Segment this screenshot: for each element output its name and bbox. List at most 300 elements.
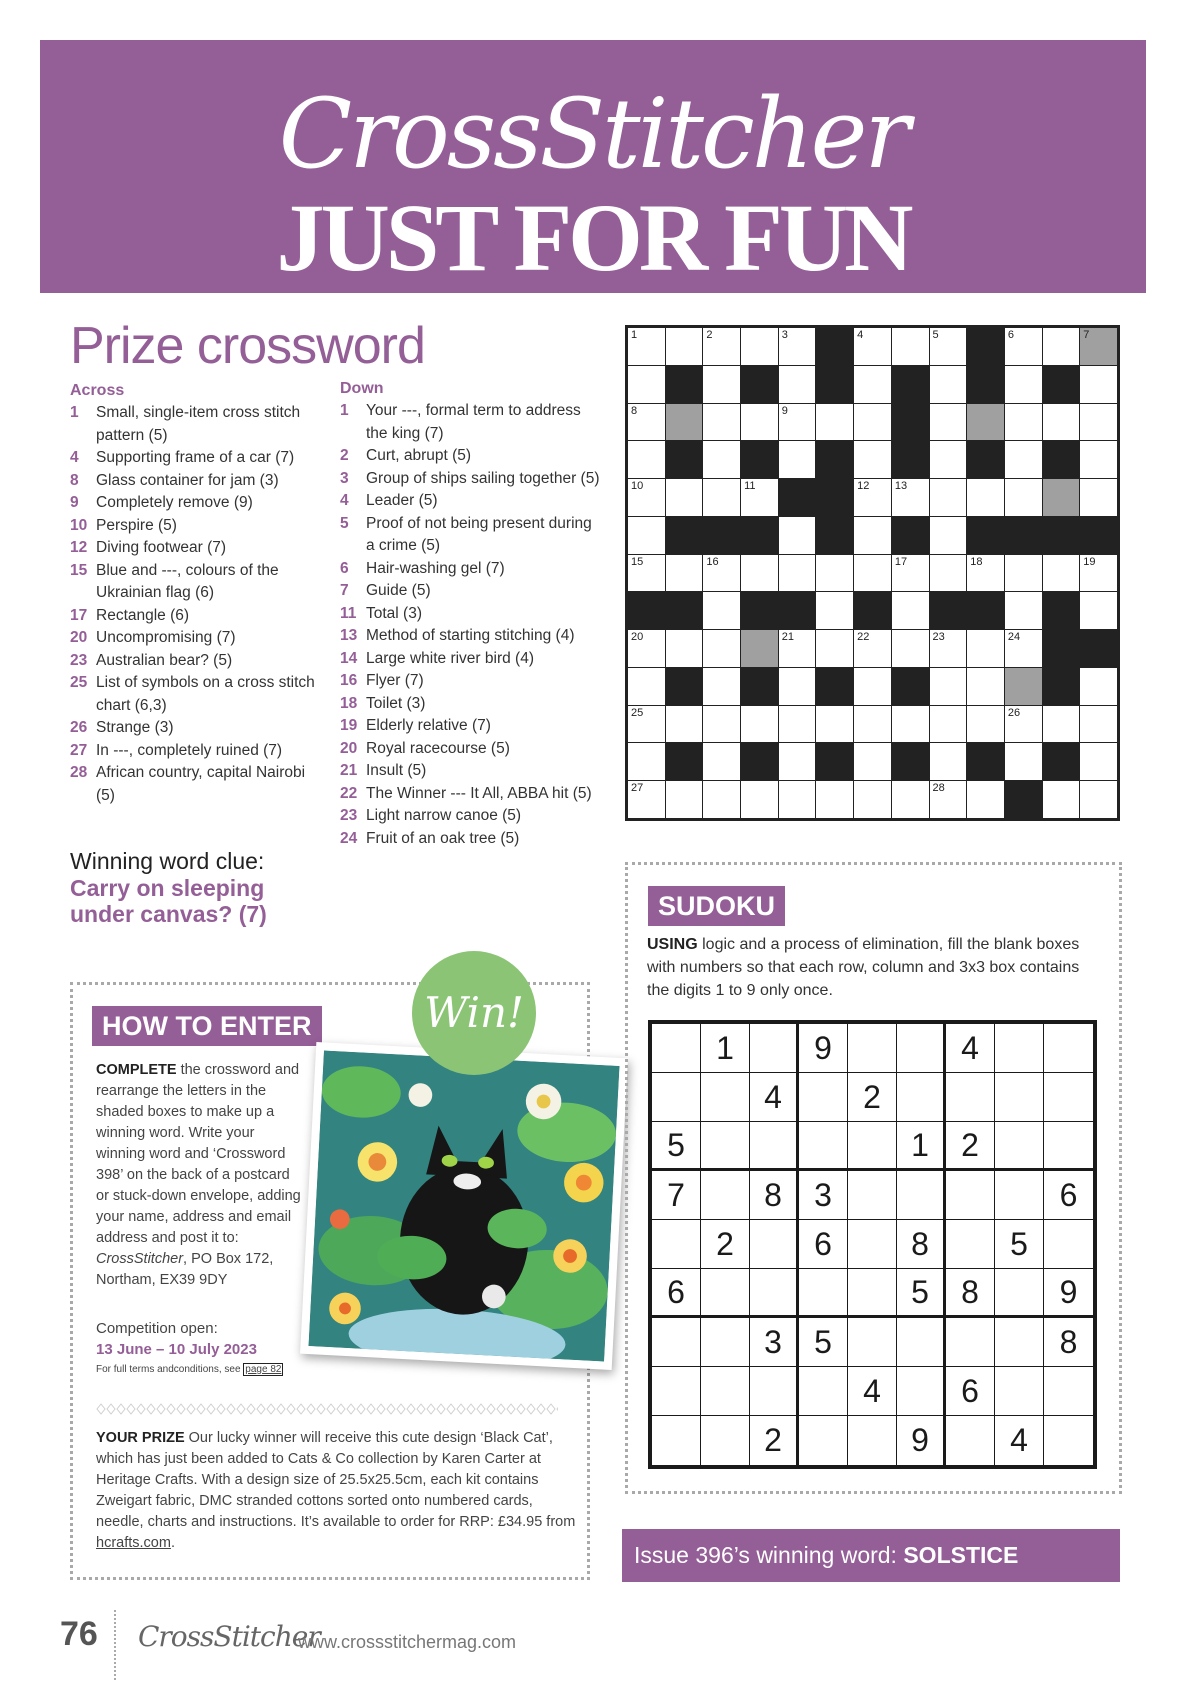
crossword-cell[interactable] bbox=[628, 555, 665, 592]
crossword-cell[interactable] bbox=[666, 706, 703, 743]
down-clue bbox=[340, 805, 600, 828]
crossword-cell[interactable] bbox=[779, 555, 816, 592]
sudoku-blank-cell[interactable] bbox=[701, 1416, 750, 1465]
sudoku-given-cell: 8 bbox=[750, 1171, 799, 1220]
crossword-cell[interactable] bbox=[967, 630, 1004, 667]
down-clue bbox=[340, 738, 600, 761]
sudoku-given-cell: 1 bbox=[701, 1024, 750, 1073]
crossword-cell[interactable] bbox=[930, 366, 967, 403]
crossword-shaded-cell[interactable] bbox=[967, 404, 1004, 441]
down-clues bbox=[340, 380, 600, 850]
crossword-cell[interactable] bbox=[1005, 592, 1042, 629]
crossword-cell[interactable] bbox=[703, 781, 740, 818]
crossword-cell[interactable] bbox=[703, 328, 740, 365]
crossword-cell[interactable] bbox=[741, 555, 778, 592]
footer-brand: CrossStitcher bbox=[138, 1620, 320, 1653]
sudoku-blank-cell[interactable] bbox=[750, 1367, 799, 1416]
sudoku-blank-cell[interactable] bbox=[946, 1220, 995, 1269]
clue-number: 17 bbox=[70, 606, 88, 624]
down-clue bbox=[340, 648, 600, 671]
crossword-cell[interactable] bbox=[666, 630, 703, 667]
crossword-cell[interactable] bbox=[892, 781, 929, 818]
clue-number: 15 bbox=[70, 561, 88, 579]
crossword-cell[interactable] bbox=[816, 592, 853, 629]
crossword-cell-number: 5 bbox=[932, 329, 939, 341]
sudoku-given-cell: 9 bbox=[799, 1024, 848, 1073]
crossword-cell[interactable] bbox=[628, 441, 665, 478]
crossword-cell-number: 17 bbox=[894, 555, 908, 568]
terms-text: For full terms andconditions, see bbox=[96, 1364, 244, 1375]
sudoku-blank-cell[interactable] bbox=[1044, 1024, 1093, 1073]
crossword-cell[interactable] bbox=[628, 630, 665, 667]
sudoku-intro-body: logic and a process of elimination, fill the blank boxes with numbers so that each row, column and 3x3 box contains the digits 1 to 9 only once. bbox=[647, 936, 1080, 999]
sudoku-blank-cell[interactable] bbox=[652, 1220, 701, 1269]
crossword-cell[interactable] bbox=[854, 706, 891, 743]
crossword-cell[interactable] bbox=[1005, 555, 1042, 592]
crossword-cell[interactable] bbox=[703, 479, 740, 516]
down-list bbox=[340, 400, 600, 850]
crossword-cell[interactable] bbox=[816, 630, 853, 667]
clue-text: Royal racecourse (5) bbox=[366, 739, 510, 757]
headline: JUST FOR FUN bbox=[276, 184, 910, 291]
crossword-block bbox=[892, 743, 929, 780]
crossword-block bbox=[666, 592, 703, 629]
sudoku-blank-cell[interactable] bbox=[995, 1024, 1044, 1073]
crossword-cell[interactable] bbox=[854, 366, 891, 403]
crossword-block bbox=[741, 517, 778, 554]
crossword-cell[interactable] bbox=[1005, 441, 1042, 478]
crossword-block bbox=[666, 441, 703, 478]
sudoku-given-cell: 6 bbox=[652, 1269, 701, 1318]
clue-text: Method of starting stitching (4) bbox=[366, 627, 575, 644]
across-clue bbox=[70, 515, 325, 538]
crossword-cell[interactable] bbox=[892, 555, 929, 592]
crossword-block bbox=[1043, 517, 1080, 554]
crossword-shaded-cell[interactable] bbox=[666, 404, 703, 441]
crossword-block bbox=[741, 366, 778, 403]
winning-word-clue: Carry on sleeping under canvas? (7) bbox=[70, 875, 267, 927]
crossword-cell[interactable] bbox=[741, 706, 778, 743]
crossword-cell[interactable] bbox=[854, 781, 891, 818]
sudoku-blank-cell[interactable] bbox=[946, 1073, 995, 1122]
crossword-block bbox=[816, 366, 853, 403]
crossword-cell[interactable] bbox=[816, 555, 853, 592]
crossword-cell[interactable] bbox=[967, 555, 1004, 592]
sudoku-blank-cell[interactable] bbox=[946, 1171, 995, 1220]
prize-body: Our lucky winner will receive this cute design ‘Black Cat’, which has just been added to Cats & Co collection by Karen Carter at Heritage Crafts. With a design size of 25.5x25.5cm, each kit contains Zweigart fabric, DMC stranded cottons sorted onto numbered cards, needle, charts and instructions. It’s available to order for RRP: £34.95 from bbox=[96, 1430, 576, 1530]
crossword-cell[interactable] bbox=[703, 592, 740, 629]
crossword-cell[interactable] bbox=[703, 404, 740, 441]
crossword-cell[interactable] bbox=[741, 404, 778, 441]
sudoku-blank-cell[interactable] bbox=[750, 1220, 799, 1269]
sudoku-blank-cell[interactable] bbox=[995, 1367, 1044, 1416]
crossword-cell[interactable] bbox=[779, 706, 816, 743]
crossword-cell[interactable] bbox=[628, 479, 665, 516]
crossword-cell[interactable] bbox=[930, 517, 967, 554]
crossword-cell[interactable] bbox=[1005, 630, 1042, 667]
crossword-cell[interactable] bbox=[1080, 706, 1117, 743]
crossword-cell[interactable] bbox=[1005, 743, 1042, 780]
crossword-cell-number: 3 bbox=[781, 329, 788, 341]
clue-number: 24 bbox=[340, 829, 358, 847]
sudoku-blank-cell[interactable] bbox=[750, 1122, 799, 1171]
crossword-block bbox=[1043, 668, 1080, 705]
sudoku-blank-cell[interactable] bbox=[701, 1367, 750, 1416]
sudoku-blank-cell[interactable] bbox=[701, 1073, 750, 1122]
crossword-cell[interactable] bbox=[741, 781, 778, 818]
terms-link[interactable]: page 82 bbox=[245, 1364, 282, 1375]
crossword-cell[interactable] bbox=[628, 517, 665, 554]
clue-number: 23 bbox=[340, 807, 358, 824]
down-clue bbox=[340, 400, 600, 445]
crossword-cell[interactable] bbox=[628, 404, 665, 441]
sudoku-blank-cell[interactable] bbox=[897, 1367, 946, 1416]
crossword-cell[interactable] bbox=[854, 441, 891, 478]
crossword-cell[interactable] bbox=[930, 555, 967, 592]
across-clue bbox=[70, 470, 325, 493]
sudoku-blank-cell[interactable] bbox=[799, 1416, 848, 1465]
crossword-cell[interactable] bbox=[779, 441, 816, 478]
clue-text: Uncompromising (7) bbox=[96, 629, 236, 646]
crossword-cell[interactable] bbox=[1043, 706, 1080, 743]
crossword-cell-number: 4 bbox=[857, 329, 864, 341]
crossword-cell[interactable] bbox=[779, 630, 816, 667]
crossword-cell[interactable] bbox=[1080, 404, 1117, 441]
crossword-block bbox=[666, 517, 703, 554]
sudoku-blank-cell[interactable] bbox=[1044, 1416, 1093, 1465]
crossword-cell[interactable] bbox=[892, 592, 929, 629]
sudoku-given-cell: 6 bbox=[1044, 1171, 1093, 1220]
clue-number: 20 bbox=[340, 739, 358, 757]
across-clue bbox=[70, 447, 325, 470]
sudoku-blank-cell[interactable] bbox=[897, 1073, 946, 1122]
sudoku-given-cell: 3 bbox=[750, 1318, 799, 1367]
sudoku-blank-cell[interactable] bbox=[1044, 1220, 1093, 1269]
crossword-cell-number: 24 bbox=[1007, 631, 1021, 644]
clue-text: Leader (5) bbox=[366, 492, 438, 509]
crossword-cell[interactable] bbox=[1005, 366, 1042, 403]
crossword-cell-number: 27 bbox=[631, 782, 644, 795]
crossword-cell[interactable] bbox=[854, 328, 891, 365]
sudoku-blank-cell[interactable] bbox=[652, 1318, 701, 1367]
crossword-cell[interactable] bbox=[741, 328, 778, 365]
sudoku-blank-cell[interactable] bbox=[995, 1269, 1044, 1318]
crossword-cell[interactable] bbox=[930, 630, 967, 667]
crossword-cell[interactable] bbox=[816, 706, 853, 743]
crossword-cell[interactable] bbox=[930, 441, 967, 478]
down-clue bbox=[340, 670, 600, 693]
sudoku-blank-cell[interactable] bbox=[995, 1073, 1044, 1122]
sudoku-blank-cell[interactable] bbox=[652, 1416, 701, 1465]
crossword-cell[interactable] bbox=[1005, 479, 1042, 516]
crossword-cell[interactable] bbox=[1080, 781, 1117, 818]
sudoku-blank-cell[interactable] bbox=[995, 1171, 1044, 1220]
crossword-cell-number: 1 bbox=[631, 329, 638, 341]
crossword-cell[interactable] bbox=[892, 479, 929, 516]
footer-url[interactable]: www.crossstitchermag.com bbox=[298, 1632, 517, 1652]
down-clue bbox=[340, 490, 600, 513]
crossword-block bbox=[816, 328, 853, 365]
issue-label: Issue 396’s winning word: bbox=[634, 1542, 904, 1568]
header-banner bbox=[40, 40, 1146, 293]
sudoku-blank-cell[interactable] bbox=[701, 1122, 750, 1171]
crossword-cell[interactable] bbox=[703, 630, 740, 667]
crossword-cell[interactable] bbox=[892, 630, 929, 667]
across-clue bbox=[70, 492, 325, 515]
sudoku-blank-cell[interactable] bbox=[897, 1318, 946, 1367]
crossword-cell[interactable] bbox=[666, 781, 703, 818]
crossword-block bbox=[892, 366, 929, 403]
crossword-cell[interactable] bbox=[892, 328, 929, 365]
clue-text: Diving footwear (7) bbox=[96, 539, 227, 556]
crossword-cell[interactable] bbox=[930, 743, 967, 780]
clue-number: 10 bbox=[70, 516, 88, 534]
crossword-cell[interactable] bbox=[854, 668, 891, 705]
crossword-cell[interactable] bbox=[628, 706, 665, 743]
clue-text: Guide (5) bbox=[366, 582, 431, 599]
crossword-cell[interactable] bbox=[1005, 404, 1042, 441]
clue-number: 2 bbox=[340, 447, 349, 464]
prize-end: . bbox=[170, 1535, 175, 1551]
crossword-cell[interactable] bbox=[967, 479, 1004, 516]
across-clue bbox=[70, 627, 325, 650]
crossword-cell[interactable] bbox=[1080, 555, 1117, 592]
crossword-shaded-cell[interactable] bbox=[1043, 479, 1080, 516]
crossword-cell-number: 6 bbox=[1007, 329, 1015, 341]
down-clue bbox=[340, 603, 600, 626]
crossword-cell-number: 2 bbox=[706, 329, 713, 341]
sudoku-blank-cell[interactable] bbox=[701, 1318, 750, 1367]
enter-body: the crossword and rearrange the letters in the shaded boxes to make up a winning word. Write your winning word and ‘Crossword 398’ on the back of a postcard or stuck-down envelope, adding your name, address and email address and post it to: bbox=[96, 1062, 301, 1246]
sudoku-blank-cell[interactable] bbox=[652, 1024, 701, 1073]
sudoku-blank-cell[interactable] bbox=[897, 1171, 946, 1220]
crossword-cell[interactable] bbox=[703, 555, 740, 592]
crossword-cell[interactable] bbox=[854, 630, 891, 667]
sudoku-given-cell: 6 bbox=[946, 1367, 995, 1416]
crossword-block bbox=[741, 743, 778, 780]
sudoku-blank-cell[interactable] bbox=[799, 1269, 848, 1318]
sudoku-blank-cell[interactable] bbox=[750, 1269, 799, 1318]
crossword-cell[interactable] bbox=[1080, 366, 1117, 403]
sudoku-tag: SUDOKU bbox=[648, 886, 785, 926]
crossword-cell[interactable] bbox=[741, 479, 778, 516]
crossword-cell[interactable] bbox=[930, 479, 967, 516]
sudoku-blank-cell[interactable] bbox=[946, 1318, 995, 1367]
sudoku-given-cell: 1 bbox=[897, 1122, 946, 1171]
crossword-cell[interactable] bbox=[967, 706, 1004, 743]
crossword-cell[interactable] bbox=[1005, 706, 1042, 743]
sudoku-blank-cell[interactable] bbox=[652, 1367, 701, 1416]
crossword-cell[interactable] bbox=[892, 706, 929, 743]
crossword-cell[interactable] bbox=[703, 441, 740, 478]
crossword-shaded-cell[interactable] bbox=[1080, 328, 1117, 365]
crossword-block bbox=[666, 743, 703, 780]
crossword-cell[interactable] bbox=[628, 366, 665, 403]
crossword-cell-number: 22 bbox=[857, 631, 870, 644]
clue-number: 11 bbox=[340, 604, 357, 622]
hcrafts-link[interactable]: hcrafts.com bbox=[96, 1535, 171, 1551]
crossword-cell[interactable] bbox=[1043, 555, 1080, 592]
sudoku-given-cell: 5 bbox=[652, 1122, 701, 1171]
sudoku-blank-cell[interactable] bbox=[848, 1416, 897, 1465]
crossword-cell[interactable] bbox=[666, 555, 703, 592]
crossword-cell[interactable] bbox=[1080, 479, 1117, 516]
crossword-block bbox=[930, 592, 967, 629]
winning-word-label: Winning word clue: bbox=[70, 848, 265, 874]
crossword-cell[interactable] bbox=[930, 328, 967, 365]
sudoku-given-cell: 9 bbox=[897, 1416, 946, 1465]
crossword-shaded-cell[interactable] bbox=[741, 630, 778, 667]
crossword-cell[interactable] bbox=[779, 517, 816, 554]
crossword-block bbox=[967, 328, 1004, 365]
crossword-cell[interactable] bbox=[854, 517, 891, 554]
crossword-block bbox=[741, 668, 778, 705]
crossword-cell[interactable] bbox=[816, 781, 853, 818]
down-clue bbox=[340, 783, 600, 806]
crossword-cell[interactable] bbox=[628, 743, 665, 780]
crossword-cell[interactable] bbox=[930, 404, 967, 441]
previous-winning-word-bar bbox=[622, 1529, 1120, 1582]
sudoku-blank-cell[interactable] bbox=[1044, 1122, 1093, 1171]
crossword-cell[interactable] bbox=[703, 366, 740, 403]
crossword-cell[interactable] bbox=[1080, 592, 1117, 629]
crossword-cell[interactable] bbox=[779, 366, 816, 403]
crossword-cell[interactable] bbox=[930, 668, 967, 705]
crossword-cell[interactable] bbox=[628, 668, 665, 705]
decorative-divider bbox=[96, 1403, 558, 1415]
crossword-cell[interactable] bbox=[1080, 441, 1117, 478]
sudoku-blank-cell[interactable] bbox=[848, 1122, 897, 1171]
prize-text bbox=[96, 1428, 576, 1554]
clue-text: Completely remove (9) bbox=[96, 494, 253, 511]
crossword-cell[interactable] bbox=[779, 404, 816, 441]
crossword-cell[interactable] bbox=[1080, 743, 1117, 780]
crossword-cell[interactable] bbox=[779, 743, 816, 780]
crossword-block bbox=[779, 592, 816, 629]
crossword-cell[interactable] bbox=[967, 668, 1004, 705]
clue-text: Strange (3) bbox=[96, 719, 174, 736]
crossword-cell[interactable] bbox=[816, 404, 853, 441]
sudoku-blank-cell[interactable] bbox=[995, 1122, 1044, 1171]
crossword-cell[interactable] bbox=[703, 668, 740, 705]
crossword-cell[interactable] bbox=[703, 743, 740, 780]
clue-number: 21 bbox=[340, 762, 358, 779]
sudoku-blank-cell[interactable] bbox=[897, 1024, 946, 1073]
across-clue bbox=[70, 605, 325, 628]
crossword-cell-number: 18 bbox=[970, 555, 983, 568]
crossword-block bbox=[1043, 630, 1080, 667]
clue-text: Blue and ---, colours of the Ukrainian flag (6) bbox=[96, 561, 279, 601]
clue-text: In ---, completely ruined (7) bbox=[96, 741, 283, 759]
clue-text: Light narrow canoe (5) bbox=[366, 807, 522, 824]
clue-text: Total (3) bbox=[366, 604, 422, 622]
clue-text: African country, capital Nairobi (5) bbox=[96, 764, 306, 804]
sudoku-blank-cell[interactable] bbox=[848, 1220, 897, 1269]
clue-text: Elderly relative (7) bbox=[366, 717, 491, 734]
crossword-cell-number: 20 bbox=[631, 631, 644, 644]
sudoku-blank-cell[interactable] bbox=[946, 1416, 995, 1465]
crossword-cell[interactable] bbox=[779, 781, 816, 818]
crossword-cell[interactable] bbox=[930, 781, 967, 818]
crossword-cell[interactable] bbox=[666, 328, 703, 365]
sudoku-blank-cell[interactable] bbox=[750, 1024, 799, 1073]
sudoku-blank-cell[interactable] bbox=[799, 1122, 848, 1171]
clue-number: 25 bbox=[70, 674, 88, 691]
crossword-cell[interactable] bbox=[628, 328, 665, 365]
crossword-cell[interactable] bbox=[1043, 404, 1080, 441]
sudoku-given-cell: 4 bbox=[848, 1367, 897, 1416]
crossword-cell[interactable] bbox=[666, 479, 703, 516]
clue-number: 9 bbox=[70, 494, 79, 511]
clue-text: Supporting frame of a car (7) bbox=[96, 449, 295, 466]
sudoku-given-cell: 2 bbox=[848, 1073, 897, 1122]
crossword-cell[interactable] bbox=[854, 479, 891, 516]
crossword-cell[interactable] bbox=[703, 706, 740, 743]
crossword-block bbox=[892, 668, 929, 705]
crossword-cell[interactable] bbox=[779, 668, 816, 705]
crossword-shaded-cell[interactable] bbox=[1005, 668, 1042, 705]
clue-number: 19 bbox=[340, 717, 358, 734]
crossword-cell-number: 16 bbox=[706, 555, 719, 568]
crossword-block bbox=[1043, 366, 1080, 403]
clue-number: 27 bbox=[70, 741, 88, 759]
sudoku-blank-cell[interactable] bbox=[848, 1024, 897, 1073]
sudoku-blank-cell[interactable] bbox=[799, 1073, 848, 1122]
crossword-block bbox=[967, 517, 1004, 554]
crossword-cell-number: 15 bbox=[631, 555, 644, 568]
crossword-cell-number: 11 bbox=[744, 480, 756, 493]
sudoku-blank-cell[interactable] bbox=[701, 1171, 750, 1220]
crossword-cell[interactable] bbox=[1080, 668, 1117, 705]
sudoku-blank-cell[interactable] bbox=[701, 1269, 750, 1318]
crossword-cell[interactable] bbox=[854, 555, 891, 592]
crossword-cell-number: 28 bbox=[932, 782, 945, 795]
across-clues bbox=[70, 382, 325, 807]
crossword-cell[interactable] bbox=[1005, 328, 1042, 365]
crossword-block bbox=[967, 441, 1004, 478]
crossword-cell[interactable] bbox=[1043, 328, 1080, 365]
clue-text: Curt, abrupt (5) bbox=[366, 447, 472, 464]
crossword-cell[interactable] bbox=[854, 404, 891, 441]
down-clue bbox=[340, 580, 600, 603]
crossword-cell[interactable] bbox=[779, 328, 816, 365]
sudoku-blank-cell[interactable] bbox=[799, 1367, 848, 1416]
sudoku-blank-cell[interactable] bbox=[1044, 1367, 1093, 1416]
sudoku-blank-cell[interactable] bbox=[848, 1318, 897, 1367]
clue-number: 20 bbox=[70, 629, 88, 646]
clue-text: Perspire (5) bbox=[96, 516, 177, 534]
crossword-cell[interactable] bbox=[1043, 781, 1080, 818]
crossword-cell[interactable] bbox=[628, 781, 665, 818]
sudoku-blank-cell[interactable] bbox=[1044, 1073, 1093, 1122]
crossword-block bbox=[967, 366, 1004, 403]
enter-lead: COMPLETE bbox=[96, 1062, 177, 1078]
sudoku-blank-cell[interactable] bbox=[848, 1269, 897, 1318]
crossword-cell[interactable] bbox=[967, 781, 1004, 818]
across-clue bbox=[70, 672, 325, 717]
crossword-block bbox=[854, 592, 891, 629]
how-to-enter-text bbox=[96, 1060, 301, 1291]
crossword-cell[interactable] bbox=[854, 743, 891, 780]
sudoku-given-cell: 7 bbox=[652, 1171, 701, 1220]
crossword-cell-number: 14 bbox=[819, 517, 832, 530]
sudoku-blank-cell[interactable] bbox=[848, 1171, 897, 1220]
sudoku-blank-cell[interactable] bbox=[652, 1073, 701, 1122]
crossword-block bbox=[1005, 517, 1042, 554]
prize-lead: YOUR PRIZE bbox=[96, 1430, 185, 1446]
sudoku-blank-cell[interactable] bbox=[995, 1318, 1044, 1367]
crossword-cell[interactable] bbox=[930, 706, 967, 743]
